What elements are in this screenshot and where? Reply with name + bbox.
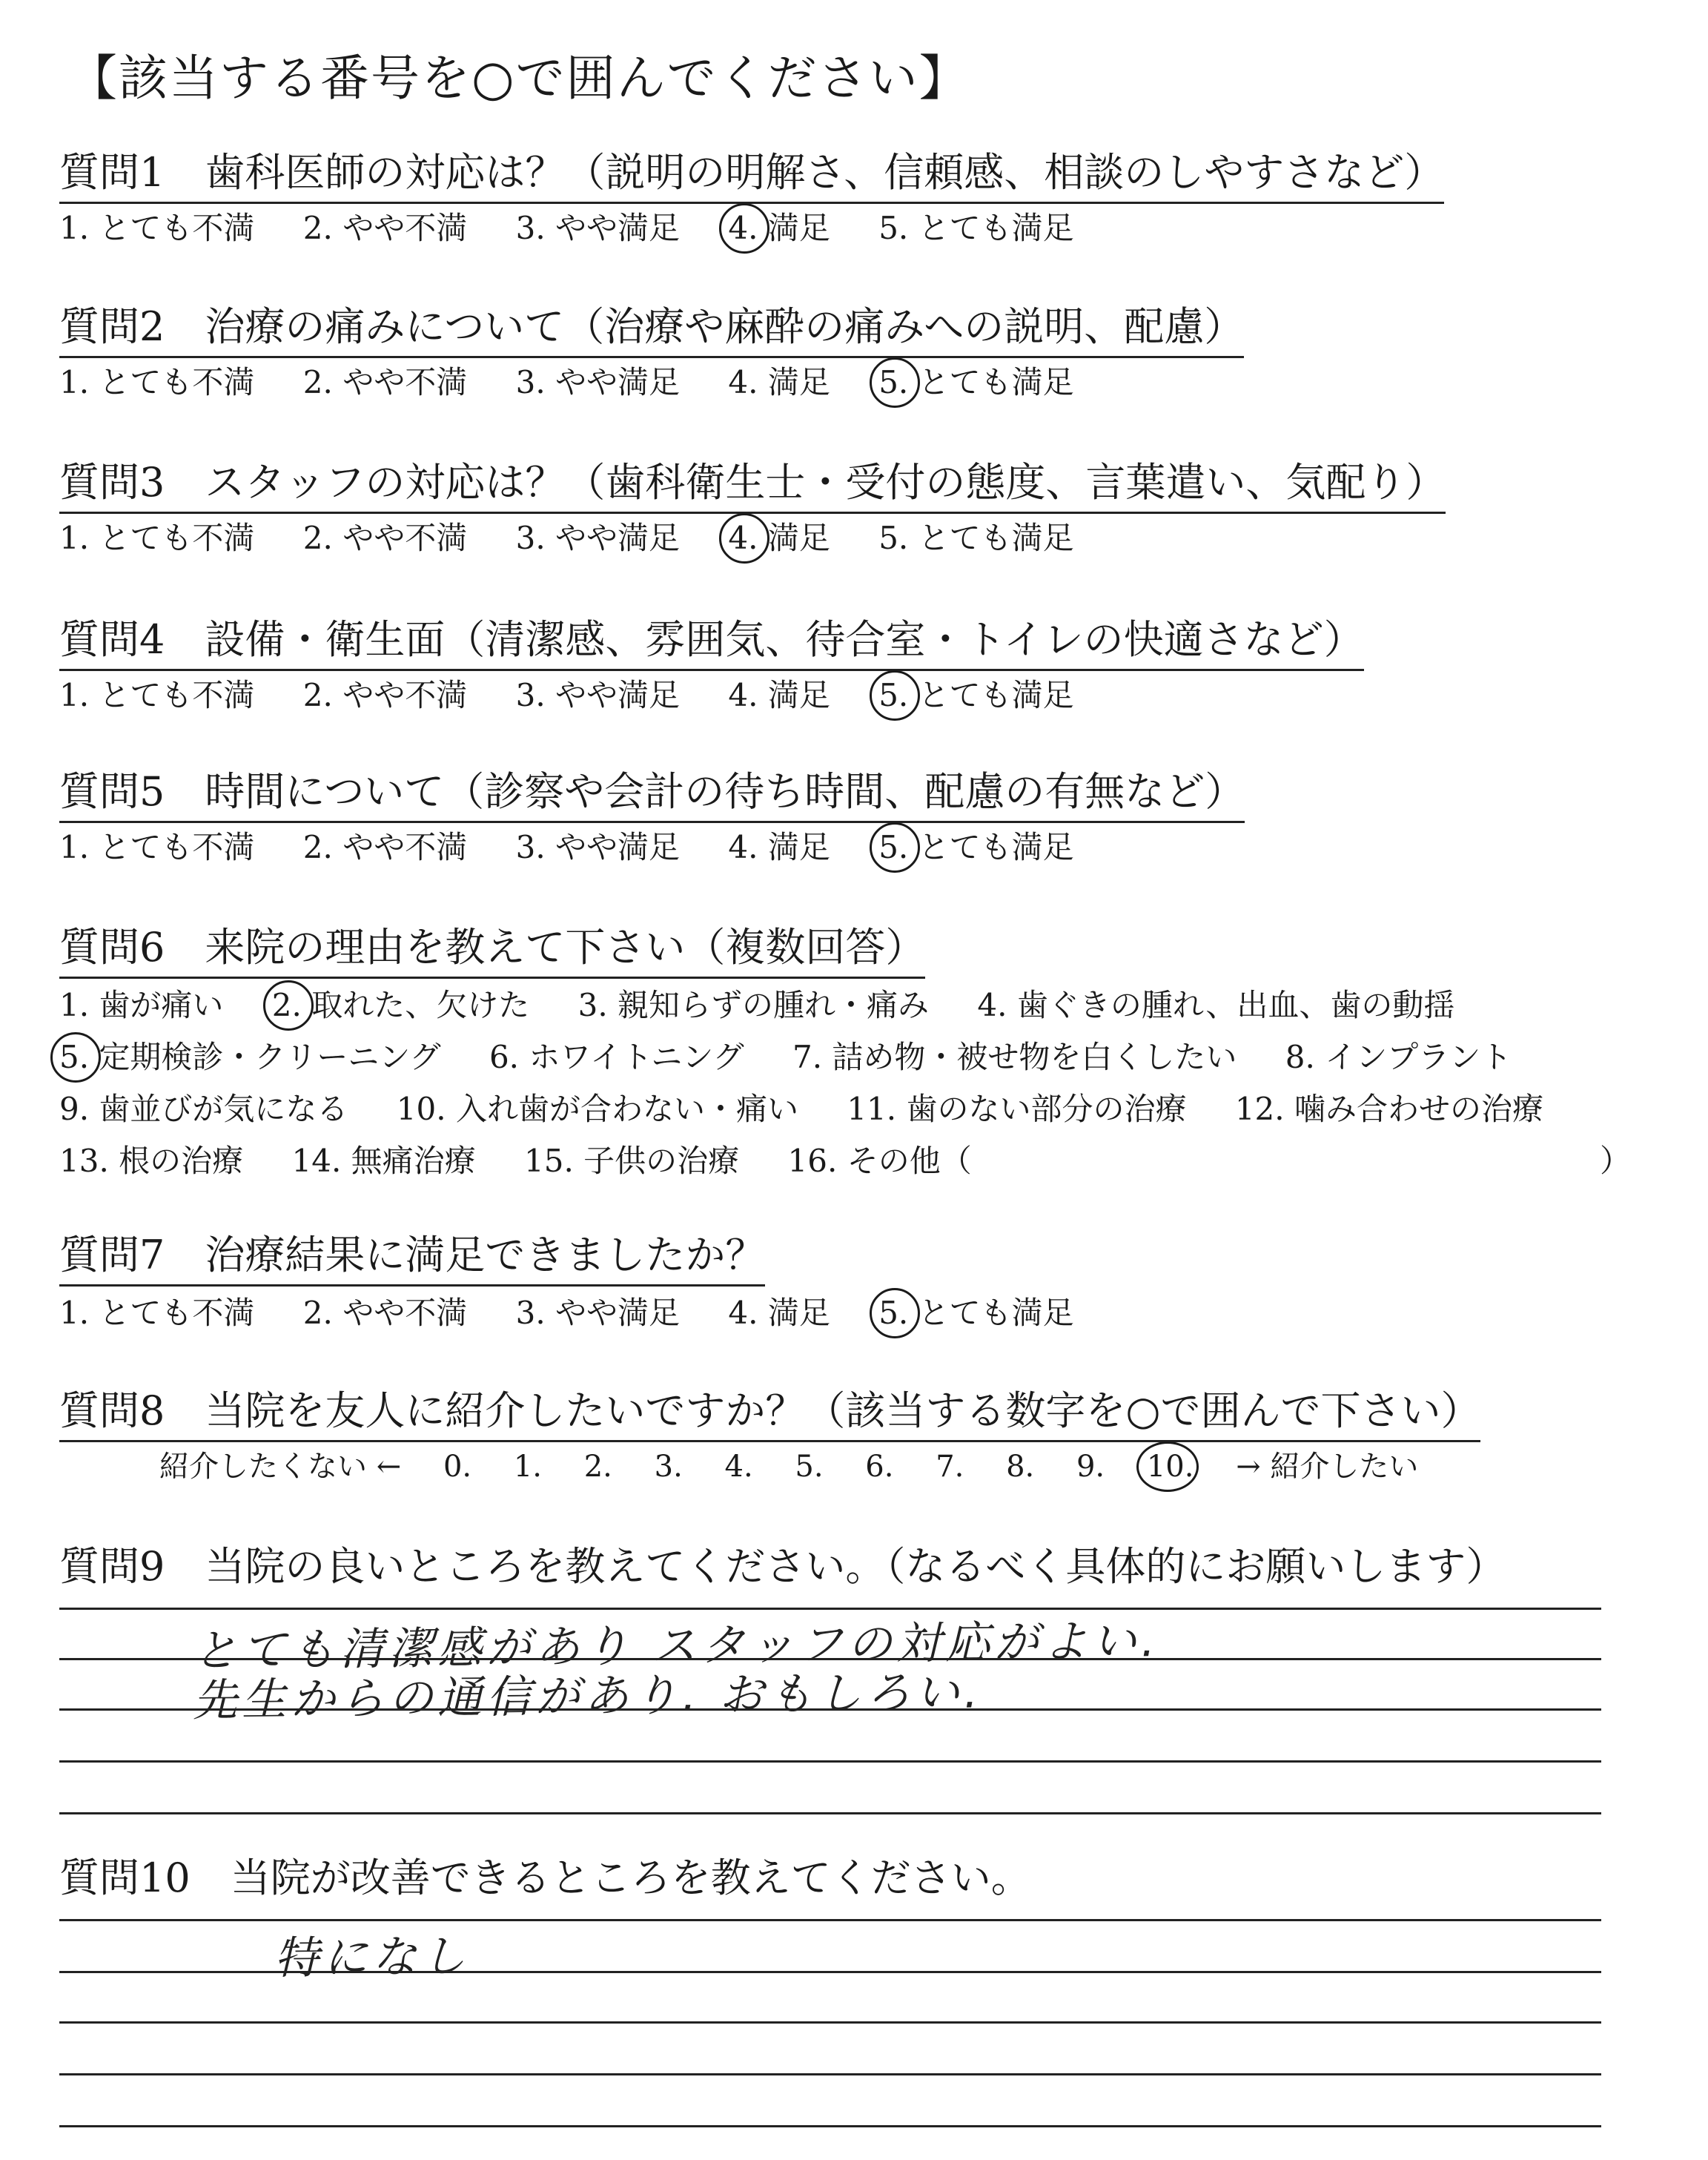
question-6-row-1 bbox=[59, 985, 1493, 1026]
q9-handwritten-answer-line-1: とても清潔感があり スタッフの対応がよい. bbox=[192, 1615, 1160, 1677]
q6-option-1[interactable]: 1. 歯が痛い bbox=[59, 987, 224, 1023]
q8-right-label: → 紹介したい bbox=[1236, 1450, 1419, 1484]
question-4-heading: 質問4 設備・衛生面（清潔感、雰囲気、待合室・トイレの快適さなど） bbox=[59, 615, 1364, 671]
question-6-heading: 質問6 来院の理由を教えて下さい（複数回答） bbox=[59, 923, 925, 979]
q3-option-3[interactable]: 3. やや満足 bbox=[515, 520, 681, 556]
q2-option-3[interactable]: 3. やや満足 bbox=[515, 364, 681, 400]
q8-number-3[interactable]: 3. bbox=[654, 1450, 683, 1484]
q6-option-6[interactable]: 6. ホワイトニング bbox=[489, 1039, 744, 1075]
q6-option-4[interactable]: 4. 歯ぐきの腫れ、出血、歯の動揺 bbox=[977, 987, 1455, 1023]
q4-option-5-circled[interactable]: 5. とても満足 bbox=[878, 675, 1073, 716]
question-10-heading: 質問10 当院が改善できるところを教えてください。 bbox=[59, 1855, 1031, 1901]
question-9-heading: 質問9 当院の良いところを教えてください。（なるべく具体的にお願いします） bbox=[59, 1543, 1506, 1590]
q7-option-1[interactable]: 1. とても不満 bbox=[59, 1295, 255, 1331]
q4-option-3[interactable]: 3. やや満足 bbox=[515, 677, 681, 713]
answer-line bbox=[59, 2073, 1601, 2075]
q2-option-5-circled[interactable]: 5. とても満足 bbox=[878, 362, 1073, 403]
q1-option-5[interactable]: 5. とても満足 bbox=[878, 210, 1074, 246]
q9-handwritten-answer-line-2: 先生からの通信があり. おもしろい. bbox=[192, 1666, 983, 1727]
q5-option-2[interactable]: 2. やや不満 bbox=[302, 829, 468, 865]
q8-number-6[interactable]: 6. bbox=[865, 1450, 894, 1484]
question-6-row-2 bbox=[59, 1037, 1550, 1078]
question-6-row-3 bbox=[59, 1089, 1582, 1130]
q8-number-10-circled[interactable]: 10. bbox=[1147, 1446, 1194, 1487]
question-1-heading: 質問1 歯科医師の対応は？（説明の明解さ、信頼感、相談のしやすさなど） bbox=[59, 148, 1444, 204]
question-5-heading: 質問5 時間について（診察や会計の待ち時間、配慮の有無など） bbox=[59, 767, 1245, 823]
q6-option-9[interactable]: 9. 歯並びが気になる bbox=[59, 1091, 348, 1127]
q7-option-4[interactable]: 4. 満足 bbox=[728, 1295, 830, 1331]
answer-line bbox=[59, 2125, 1601, 2127]
q8-number-4[interactable]: 4. bbox=[724, 1450, 753, 1484]
question-7-heading: 質問7 治療結果に満足できましたか？ bbox=[59, 1231, 765, 1287]
q3-option-5[interactable]: 5. とても満足 bbox=[878, 520, 1074, 556]
question-8-heading: 質問8 当院を友人に紹介したいですか？（該当する数字を○で囲んで下さい） bbox=[59, 1387, 1480, 1442]
q2-option-2[interactable]: 2. やや不満 bbox=[302, 364, 468, 400]
question-4-options bbox=[59, 675, 1113, 716]
q1-option-2[interactable]: 2. やや不満 bbox=[302, 210, 468, 246]
question-7-options bbox=[59, 1292, 1113, 1334]
question-8-scale bbox=[159, 1446, 1451, 1487]
answer-line bbox=[59, 1812, 1601, 1814]
q8-number-7[interactable]: 7. bbox=[936, 1450, 964, 1484]
q8-number-5[interactable]: 5. bbox=[795, 1450, 824, 1484]
q6-option-14[interactable]: 14. 無痛治療 bbox=[291, 1143, 476, 1179]
q4-option-2[interactable]: 2. やや不満 bbox=[302, 677, 468, 713]
q8-number-8[interactable]: 8. bbox=[1006, 1450, 1035, 1484]
q5-option-4[interactable]: 4. 満足 bbox=[728, 829, 830, 865]
question-2-heading: 質問2 治療の痛みについて（治療や麻酔の痛みへの説明、配慮） bbox=[59, 303, 1244, 358]
question-3-heading: 質問3 スタッフの対応は？（歯科衛生士・受付の態度、言葉遣い、気配り） bbox=[59, 458, 1446, 514]
q8-number-1[interactable]: 1. bbox=[513, 1450, 543, 1484]
q3-option-1[interactable]: 1. とても不満 bbox=[59, 520, 255, 556]
q8-left-label: 紹介したくない ← bbox=[159, 1450, 402, 1484]
q6-option-12[interactable]: 12. 噛み合わせの治療 bbox=[1234, 1091, 1543, 1127]
page-title: 【該当する番号を○で囲んでください】 bbox=[68, 50, 970, 107]
q5-option-3[interactable]: 3. やや満足 bbox=[515, 829, 681, 865]
q2-option-1[interactable]: 1. とても不満 bbox=[59, 364, 255, 400]
question-1-options bbox=[59, 208, 1113, 249]
q7-option-3[interactable]: 3. やや満足 bbox=[515, 1295, 681, 1331]
q1-option-4-circled[interactable]: 4. 満足 bbox=[728, 208, 830, 249]
q6-option-15[interactable]: 15. 子供の治療 bbox=[524, 1143, 740, 1179]
q8-number-0[interactable]: 0. bbox=[443, 1450, 472, 1484]
q1-option-3[interactable]: 3. やや満足 bbox=[515, 210, 681, 246]
q5-option-1[interactable]: 1. とても不満 bbox=[59, 829, 255, 865]
question-3-options bbox=[59, 518, 1113, 559]
q6-option-10[interactable]: 10. 入れ歯が合わない・痛い bbox=[396, 1091, 798, 1127]
q1-option-1[interactable]: 1. とても不満 bbox=[59, 210, 255, 246]
q5-option-5-circled[interactable]: 5. とても満足 bbox=[878, 827, 1073, 868]
q2-option-4[interactable]: 4. 満足 bbox=[728, 364, 830, 400]
q3-option-4-circled[interactable]: 4. 満足 bbox=[728, 518, 830, 559]
q8-number-2[interactable]: 2. bbox=[583, 1450, 612, 1484]
q3-option-2[interactable]: 2. やや不満 bbox=[302, 520, 468, 556]
q6-option-3[interactable]: 3. 親知らずの腫れ・痛み bbox=[577, 987, 930, 1023]
question-2-options bbox=[59, 362, 1113, 403]
q8-number-9[interactable]: 9. bbox=[1076, 1450, 1105, 1484]
question-5-options bbox=[59, 827, 1113, 868]
question-6-row-4 bbox=[59, 1140, 1010, 1182]
answer-line bbox=[59, 1919, 1601, 1921]
answer-line bbox=[59, 1760, 1601, 1763]
q10-handwritten-answer: 特になし bbox=[274, 1930, 471, 1985]
q6-option-8[interactable]: 8. インプラント bbox=[1285, 1039, 1512, 1075]
q6-option-16[interactable]: 16. その他（ bbox=[787, 1143, 972, 1179]
q7-option-2[interactable]: 2. やや不満 bbox=[302, 1295, 468, 1331]
q4-option-4[interactable]: 4. 満足 bbox=[728, 677, 830, 713]
q6-option-13[interactable]: 13. 根の治療 bbox=[59, 1143, 244, 1179]
q7-option-5-circled[interactable]: 5. とても満足 bbox=[878, 1292, 1073, 1334]
q6-option-5-circled[interactable]: 5. 定期検診・クリーニング bbox=[59, 1037, 441, 1078]
q6-option-11[interactable]: 11. 歯のない部分の治療 bbox=[847, 1091, 1187, 1127]
answer-line bbox=[59, 2021, 1601, 2024]
q6-option-2-circled[interactable]: 2. 取れた、欠けた bbox=[272, 985, 529, 1026]
q6-option-7[interactable]: 7. 詰め物・被せ物を白くしたい bbox=[792, 1039, 1237, 1075]
q4-option-1[interactable]: 1. とても不満 bbox=[59, 677, 255, 713]
q6-other-close-paren: ） bbox=[1600, 1143, 1632, 1179]
